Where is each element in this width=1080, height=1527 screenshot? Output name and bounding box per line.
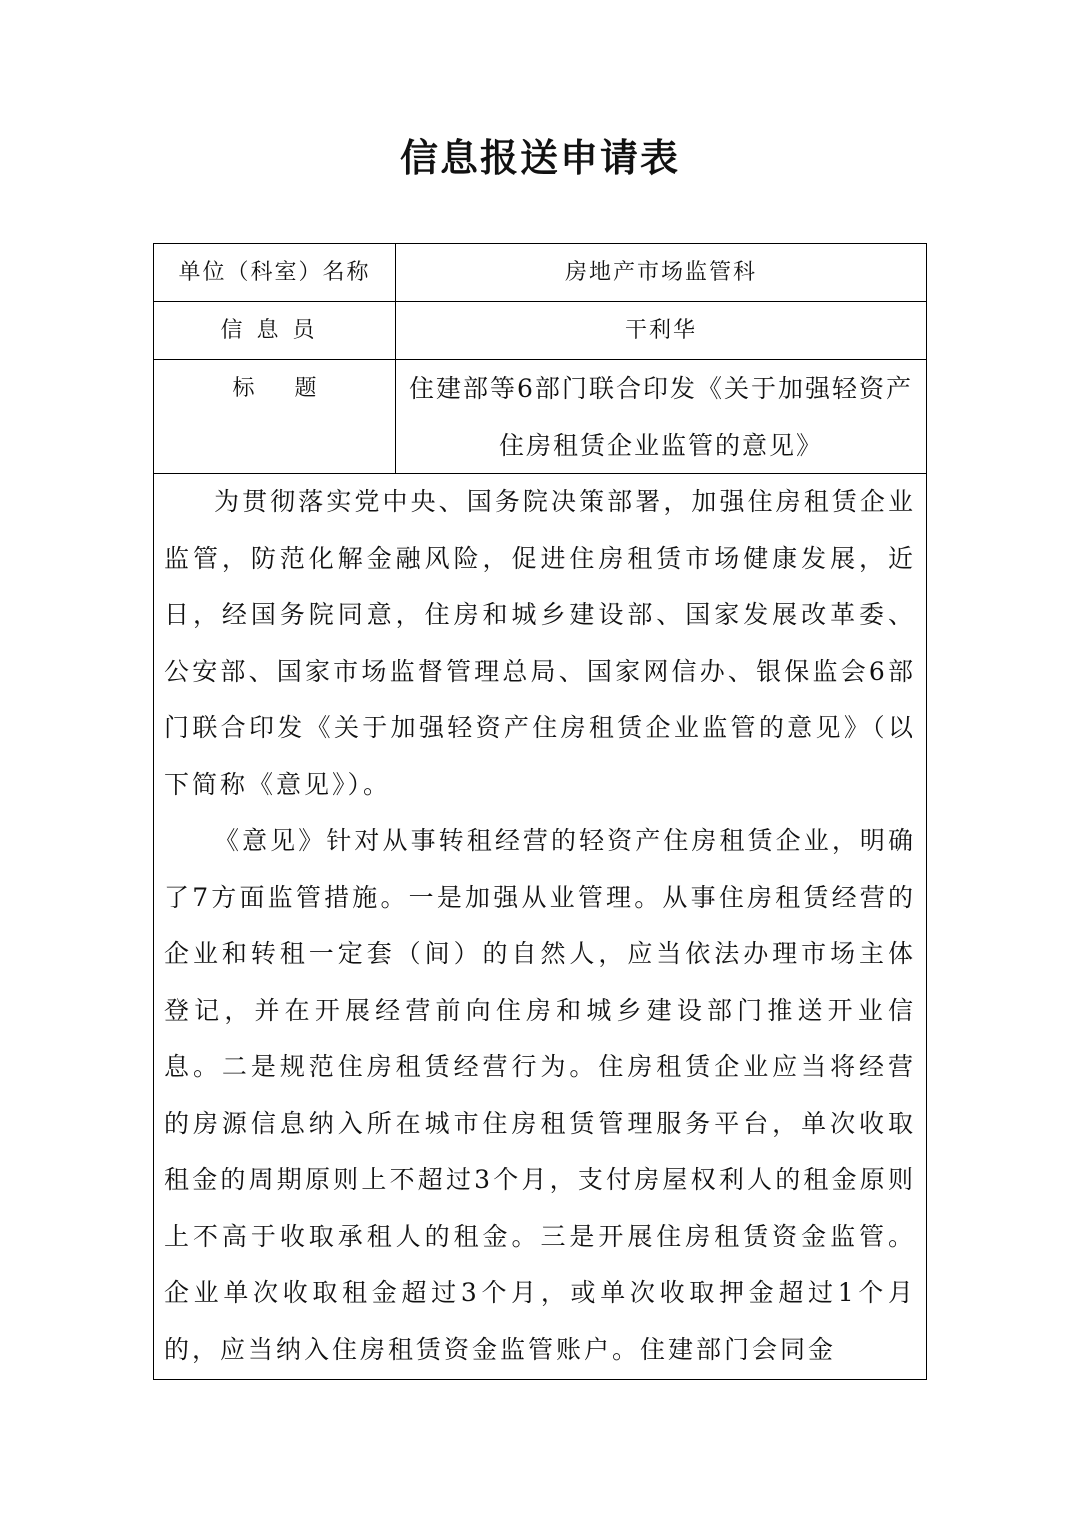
unit-value: 房地产市场监管科 [564, 260, 757, 285]
reporter-label: 信息员 [154, 302, 396, 359]
document-title: 信息报送申请表 [399, 136, 680, 180]
unit-label: 单位（科室）名称 [154, 244, 396, 301]
headline-row [154, 360, 926, 474]
reporter-value: 干利华 [624, 318, 697, 343]
body-content [154, 474, 926, 1379]
headline-value: 住建部等6部门联合印发《关于加强轻资产住房租赁企业监管的意见》 [409, 374, 913, 460]
unit-row [154, 244, 926, 302]
body-paragraph: 《意见》针对从事转租经营的轻资产住房租赁企业，明确了7方面监管措施。一是加强从业管理。从事住房租赁经营的企业和转租一定套（间）的自然人，应当依法办理市场主体登记，并在开展经营前向住房和城乡建设部门推送开业信息。二是规范住房租赁经营行为。住房租赁企业应当将经营的房源信息纳入所在城市住房租赁管理服务平台，单次收取租金的周期原则上不超过3个月，支付房屋权利人的租金原则上不高于收取承租人的租金。三是开展住房租赁资金监管。企业单次收取租金超过3个月，或单次收取押金超过1个月的，应当纳入住房租赁资金监管账户。住建部门会同金 [164, 826, 916, 1364]
report-form-table [153, 243, 927, 1380]
reporter-row [154, 302, 926, 360]
body-paragraph: 为贯彻落实党中央、国务院决策部署，加强住房租赁企业监管，防范化解金融风险，促进住房租赁市场健康发展，近日，经国务院同意，住房和城乡建设部、国家发展改革委、公安部、国家市场监督管理总局、国家网信办、银保监会6部门联合印发《关于加强轻资产住房租赁企业监管的意见》（以下简称《意见》）。 [164, 487, 916, 799]
headline-label: 标题 [154, 360, 396, 473]
